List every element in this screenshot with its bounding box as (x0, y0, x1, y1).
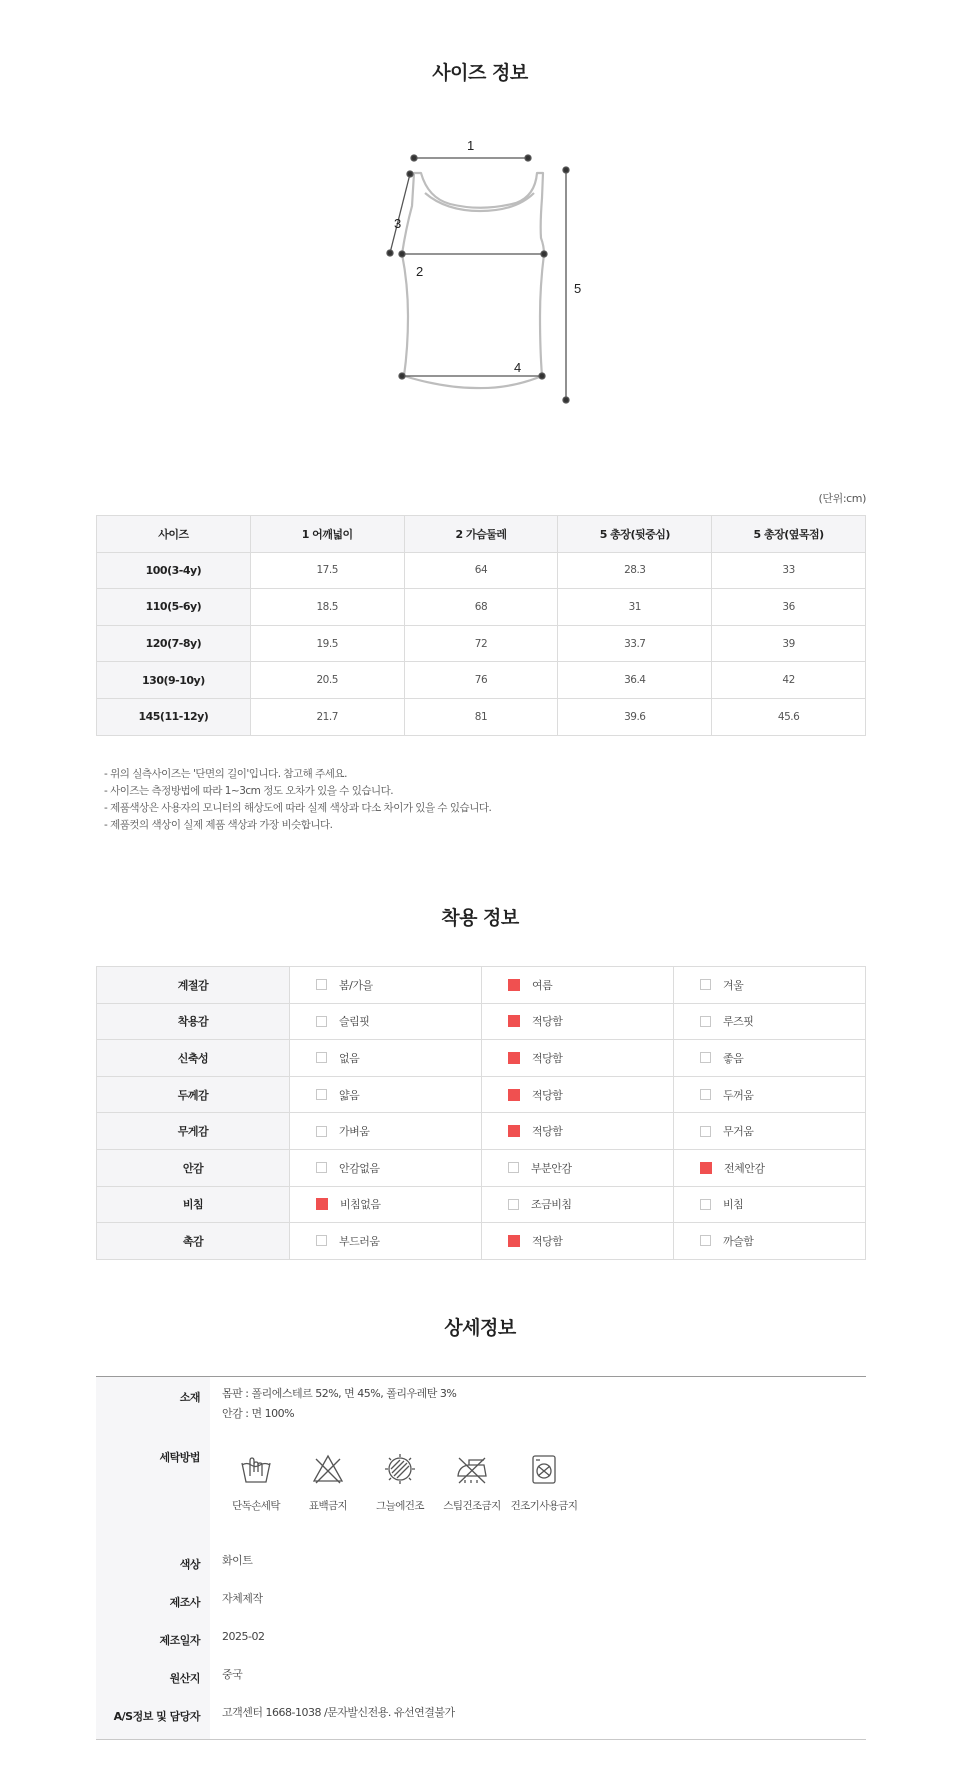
fit-option (290, 1013, 481, 1029)
unchecked-box-icon (316, 1235, 327, 1246)
fit-option-cell (674, 1113, 866, 1150)
fit-option-label: 적당함 (532, 1125, 563, 1139)
fit-option-label: 적당함 (532, 1051, 563, 1065)
color-label: 색상 (179, 1558, 200, 1571)
fit-option-cell (482, 1076, 674, 1113)
checked-box-icon (700, 1162, 712, 1174)
material-line: 안감 : 면 100% (222, 1407, 295, 1420)
maker-value: 자체제작 (222, 1592, 263, 1605)
size-cell: 120(7-8y) (97, 625, 251, 662)
washing-caption: 단독손세탁 (232, 1500, 280, 1512)
fit-option-cell (674, 1040, 866, 1077)
fit-option-cell (674, 1223, 866, 1260)
fit-option (482, 1160, 673, 1176)
fit-option (482, 1013, 673, 1029)
size-cell: 145(11-12y) (97, 698, 251, 735)
fit-option (674, 977, 865, 993)
checked-box-icon (508, 1125, 520, 1137)
fit-option (674, 1233, 865, 1249)
value-cell: 28.3 (558, 552, 712, 589)
date-label: 제조일자 (159, 1634, 200, 1647)
value-cell: 45.6 (712, 698, 866, 735)
fit-option-cell (290, 1076, 482, 1113)
size-cell: 110(5-6y) (97, 589, 251, 626)
unchecked-box-icon (316, 1089, 327, 1100)
fit-option-cell (290, 1113, 482, 1150)
header-cell: 5 총장(옆목점) (712, 516, 866, 553)
fit-option-label: 좋음 (723, 1051, 744, 1065)
size-table-header (97, 516, 866, 553)
fit-option (674, 1087, 865, 1103)
fit-option-cell (482, 1040, 674, 1077)
unchecked-box-icon (700, 1126, 711, 1137)
washing-icons (220, 1452, 580, 1513)
fit-row-label: 안감 (97, 1149, 290, 1186)
fit-row-label: 신축성 (97, 1040, 290, 1077)
material-label: 소재 (179, 1391, 200, 1404)
washing-label: 세탁방법 (159, 1451, 200, 1464)
diagram-label-5: 5 (574, 281, 582, 296)
fit-option (290, 977, 481, 993)
fit-option-cell (674, 1149, 866, 1186)
fit-row (97, 967, 866, 1004)
washing-caption: 표백금지 (308, 1500, 348, 1512)
fit-row-label: 착용감 (97, 1003, 290, 1040)
fit-option-label: 적당함 (532, 1234, 563, 1248)
washing-item (364, 1452, 436, 1513)
value-cell: 81 (404, 698, 558, 735)
unchecked-box-icon (700, 1052, 711, 1063)
washing-caption: 건조기사용금지 (510, 1500, 578, 1512)
fit-option-label: 안감없음 (339, 1161, 380, 1175)
as-value: 고객센터 1668-1038 /문자발신전용. 유선연결불가 (222, 1706, 455, 1719)
unchecked-box-icon (316, 1052, 327, 1063)
fit-option (482, 1196, 673, 1212)
note-item: - 제품색상은 사용자의 모니터의 해상도에 따라 실제 색상과 다소 차이가 있을 수 있습니다. (104, 802, 492, 814)
value-cell: 31 (558, 589, 712, 626)
fit-option-label: 겨울 (723, 978, 744, 992)
note-item: - 위의 실측사이즈는 '단면의 길이'입니다. 참고해 주세요. (104, 768, 347, 780)
note-item: - 사이즈는 측정방법에 따라 1~3cm 정도 오차가 있을 수 있습니다. (104, 785, 394, 797)
value-cell: 39 (712, 625, 866, 662)
fit-option-label: 무거움 (723, 1125, 754, 1139)
value-cell: 33.7 (558, 625, 712, 662)
fit-option (290, 1160, 481, 1176)
unchecked-box-icon (700, 1199, 711, 1210)
value-cell: 21.7 (250, 698, 404, 735)
fit-option-cell (290, 1186, 482, 1223)
fit-option-cell (290, 1223, 482, 1260)
fit-option (290, 1196, 481, 1212)
unchecked-box-icon (316, 979, 327, 990)
fit-row-label: 두께감 (97, 1076, 290, 1113)
fit-table (96, 966, 866, 1260)
value-cell: 72 (404, 625, 558, 662)
shade-dry-icon (383, 1452, 417, 1486)
table-row (97, 589, 866, 626)
maker-label: 제조사 (169, 1596, 200, 1609)
diagram-label-2: 2 (416, 264, 424, 279)
fit-option-label: 까슬함 (723, 1234, 754, 1248)
fit-option (290, 1123, 481, 1139)
detail-table (96, 1376, 866, 1740)
as-label: A/S정보 및 담당자 (113, 1710, 200, 1723)
unchecked-box-icon (508, 1162, 519, 1173)
checked-box-icon (508, 1089, 520, 1101)
value-cell: 36 (712, 589, 866, 626)
checked-box-icon (508, 979, 520, 991)
value-cell: 42 (712, 662, 866, 699)
fit-option-cell (674, 967, 866, 1004)
fit-option-cell (482, 1223, 674, 1260)
fit-option (482, 1087, 673, 1103)
size-cell: 100(3-4y) (97, 552, 251, 589)
unchecked-box-icon (700, 1089, 711, 1100)
fit-row (97, 1186, 866, 1223)
header-cell: 1 어깨넓이 (250, 516, 404, 553)
fit-option-cell (674, 1003, 866, 1040)
fit-option-cell (482, 1186, 674, 1223)
no-steam-iron-icon (455, 1452, 489, 1486)
fit-option-label: 적당함 (532, 1088, 563, 1102)
fit-option (674, 1050, 865, 1066)
value-cell: 39.6 (558, 698, 712, 735)
fit-row (97, 1003, 866, 1040)
color-value: 화이트 (222, 1554, 253, 1567)
header-cell: 2 가슴둘레 (404, 516, 558, 553)
fit-row (97, 1040, 866, 1077)
fit-option-label: 조금비침 (531, 1198, 572, 1212)
hand-wash-icon (239, 1452, 273, 1486)
fit-option (674, 1196, 865, 1212)
value-cell: 19.5 (250, 625, 404, 662)
fit-option-cell (482, 1149, 674, 1186)
material-line: 몸판 : 폴리에스테르 52%, 면 45%, 폴리우레탄 3% (222, 1387, 457, 1400)
fit-option-cell (290, 1149, 482, 1186)
table-row (97, 625, 866, 662)
diagram-label-1: 1 (467, 138, 475, 153)
value-cell: 68 (404, 589, 558, 626)
fit-row (97, 1113, 866, 1150)
fit-option-label: 비침없음 (340, 1198, 381, 1212)
checked-box-icon (508, 1052, 520, 1064)
fit-option (674, 1160, 865, 1176)
checked-box-icon (508, 1235, 520, 1247)
origin-value: 중국 (222, 1668, 243, 1681)
value-cell: 76 (404, 662, 558, 699)
fit-option-label: 부분안감 (531, 1161, 572, 1175)
fit-option (482, 1233, 673, 1249)
fit-option (482, 1050, 673, 1066)
fit-option-label: 전체안감 (724, 1161, 765, 1175)
fit-row (97, 1076, 866, 1113)
size-cell: 130(9-10y) (97, 662, 251, 699)
fit-option-label: 두꺼움 (723, 1088, 754, 1102)
fit-option-cell (290, 1040, 482, 1077)
unit-note: (단위:cm) (818, 492, 866, 505)
fit-option-cell (674, 1186, 866, 1223)
washing-item (436, 1452, 508, 1513)
fit-option-cell (290, 1003, 482, 1040)
size-table (96, 515, 866, 736)
value-cell: 17.5 (250, 552, 404, 589)
fit-row-label: 계절감 (97, 967, 290, 1004)
washing-item (508, 1452, 580, 1513)
no-bleach-icon (311, 1452, 345, 1486)
header-cell: 5 총장(뒷중심) (558, 516, 712, 553)
unchecked-box-icon (700, 1235, 711, 1246)
fit-option (674, 1013, 865, 1029)
fit-option-label: 슬림핏 (339, 1015, 370, 1029)
checked-box-icon (508, 1015, 520, 1027)
unchecked-box-icon (700, 979, 711, 990)
garment-diagram (380, 136, 590, 430)
fit-row-label: 비침 (97, 1186, 290, 1223)
fit-option (674, 1123, 865, 1139)
unchecked-box-icon (316, 1126, 327, 1137)
fit-option-cell (482, 1003, 674, 1040)
value-cell: 18.5 (250, 589, 404, 626)
fit-row (97, 1149, 866, 1186)
fit-option (482, 977, 673, 993)
material-value (222, 1384, 456, 1424)
origin-label: 원산지 (169, 1672, 200, 1685)
unchecked-box-icon (316, 1162, 327, 1173)
detail-section-title: 상세정보 (444, 1317, 516, 1339)
fit-option-cell (482, 967, 674, 1004)
fit-option-label: 가벼움 (339, 1125, 370, 1139)
fit-option (290, 1233, 481, 1249)
tank-top-outline (402, 173, 544, 388)
fit-option-label: 적당함 (532, 1015, 563, 1029)
washing-item (220, 1452, 292, 1513)
washing-item (292, 1452, 364, 1513)
fit-option-label: 부드러움 (339, 1234, 380, 1248)
fit-option (290, 1087, 481, 1103)
fit-row-label: 무게감 (97, 1113, 290, 1150)
unchecked-box-icon (700, 1016, 711, 1027)
fit-option-label: 여름 (532, 978, 553, 992)
unchecked-box-icon (508, 1199, 519, 1210)
washing-caption: 그늘에건조 (376, 1500, 424, 1512)
fit-option (290, 1050, 481, 1066)
size-section-title: 사이즈 정보 (432, 62, 528, 84)
fit-option (482, 1123, 673, 1139)
table-row (97, 662, 866, 699)
checked-box-icon (316, 1198, 328, 1210)
table-row (97, 552, 866, 589)
diagram-label-3: 3 (394, 216, 402, 231)
header-cell: 사이즈 (97, 516, 251, 553)
washing-caption: 스팀건조금지 (443, 1500, 501, 1512)
fit-option-cell (674, 1076, 866, 1113)
fit-option-cell (482, 1113, 674, 1150)
value-cell: 33 (712, 552, 866, 589)
unchecked-box-icon (316, 1016, 327, 1027)
no-tumble-dry-icon (527, 1452, 561, 1486)
fit-option-label: 얇음 (339, 1088, 360, 1102)
fit-option-cell (290, 967, 482, 1004)
fit-option-label: 비침 (723, 1198, 744, 1212)
value-cell: 20.5 (250, 662, 404, 699)
fit-row-label: 촉감 (97, 1223, 290, 1260)
note-item: - 제품컷의 색상이 실제 제품 색상과 가장 비슷합니다. (104, 819, 333, 831)
value-cell: 36.4 (558, 662, 712, 699)
fit-option-label: 루즈핏 (723, 1015, 754, 1029)
fit-section-title: 착용 정보 (441, 907, 519, 929)
fit-option-label: 봄/가을 (339, 978, 373, 992)
fit-row (97, 1223, 866, 1260)
fit-option-label: 없음 (339, 1051, 360, 1065)
size-notes (104, 766, 491, 834)
date-value: 2025-02 (222, 1630, 265, 1643)
value-cell: 64 (404, 552, 558, 589)
table-row (97, 698, 866, 735)
diagram-label-4: 4 (514, 360, 522, 375)
